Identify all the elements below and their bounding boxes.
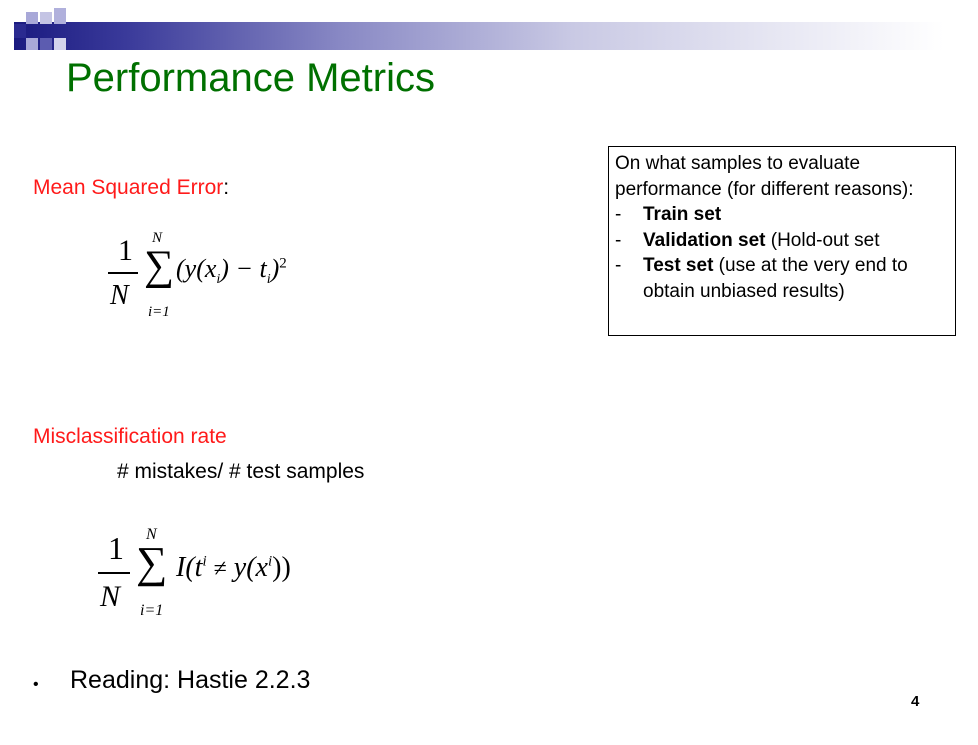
logo-square-6 bbox=[40, 38, 52, 50]
evaluation-samples-box bbox=[608, 146, 956, 336]
mse-denominator: N bbox=[110, 280, 129, 311]
mis-body-b: y(x bbox=[233, 552, 268, 583]
box-item-bold: Validation set bbox=[643, 229, 766, 251]
logo-square-4 bbox=[40, 12, 52, 24]
box-item-rest: (use at the very end to bbox=[713, 255, 908, 276]
logo-square-1 bbox=[14, 24, 26, 38]
mse-numerator: 1 bbox=[118, 234, 133, 267]
box-item-validation bbox=[615, 228, 949, 254]
title-gradient-bar bbox=[14, 22, 944, 50]
mis-body-c: )) bbox=[272, 552, 291, 583]
box-item-train bbox=[615, 202, 949, 228]
mse-sum-upper: N bbox=[152, 230, 163, 246]
mse-body-open: (y(x bbox=[176, 254, 217, 283]
mis-sup-i2: i bbox=[267, 553, 273, 570]
logo-square-7 bbox=[54, 38, 66, 50]
mis-numerator: 1 bbox=[108, 530, 124, 566]
mse-body-close: ) bbox=[270, 254, 280, 283]
logo-square-3 bbox=[26, 38, 38, 50]
box-continuation: obtain unbiased results) bbox=[643, 280, 845, 302]
mse-formula bbox=[100, 228, 340, 328]
mis-sup-i1: i bbox=[202, 553, 207, 570]
mse-sigma: ∑ bbox=[144, 243, 174, 289]
mse-label: Mean Squared Error bbox=[33, 176, 224, 199]
mse-body bbox=[176, 254, 287, 288]
mse-exponent: 2 bbox=[279, 255, 287, 272]
box-item-rest: (Hold-out set bbox=[765, 229, 880, 251]
mse-sub-i1: i bbox=[216, 272, 221, 288]
mse-fraction-bar bbox=[108, 272, 138, 274]
mse-colon: : bbox=[223, 176, 230, 199]
mis-sum-lower: i=1 bbox=[140, 602, 164, 619]
logo-square-2 bbox=[26, 12, 38, 24]
box-item-bold: Test set bbox=[643, 255, 714, 276]
page-number: 4 bbox=[911, 693, 920, 710]
box-item-test bbox=[615, 253, 949, 279]
logo-square-5 bbox=[54, 8, 66, 24]
mis-neq: ≠ bbox=[213, 556, 227, 582]
box-line-2: performance (for different reasons): bbox=[615, 178, 914, 200]
slide-title: Performance Metrics bbox=[66, 56, 435, 100]
box-dash: - bbox=[615, 229, 622, 251]
reading-bullet: • bbox=[33, 676, 39, 693]
mis-denominator: N bbox=[100, 580, 121, 613]
misclassification-description: # mistakes/ # test samples bbox=[117, 460, 365, 483]
mis-body bbox=[176, 552, 291, 584]
mis-fraction-bar bbox=[98, 572, 130, 574]
box-line-1: On what samples to evaluate bbox=[615, 153, 861, 174]
mse-sum-lower: i=1 bbox=[148, 304, 170, 320]
mse-label-block bbox=[33, 176, 229, 200]
reading-text: Reading: Hastie 2.2.3 bbox=[70, 666, 311, 694]
box-dash: - bbox=[615, 255, 622, 276]
mis-body-a: I(t bbox=[176, 552, 203, 583]
mis-sigma: ∑ bbox=[136, 538, 168, 587]
box-item-bold: Train set bbox=[643, 204, 722, 225]
misclassification-label: Misclassification rate bbox=[33, 425, 227, 448]
misclassification-formula bbox=[92, 522, 372, 632]
box-dash: - bbox=[615, 204, 622, 225]
mse-sub-i2: i bbox=[266, 272, 271, 288]
mse-body-mid: ) − t bbox=[220, 254, 267, 283]
mis-sum-upper: N bbox=[146, 526, 157, 543]
